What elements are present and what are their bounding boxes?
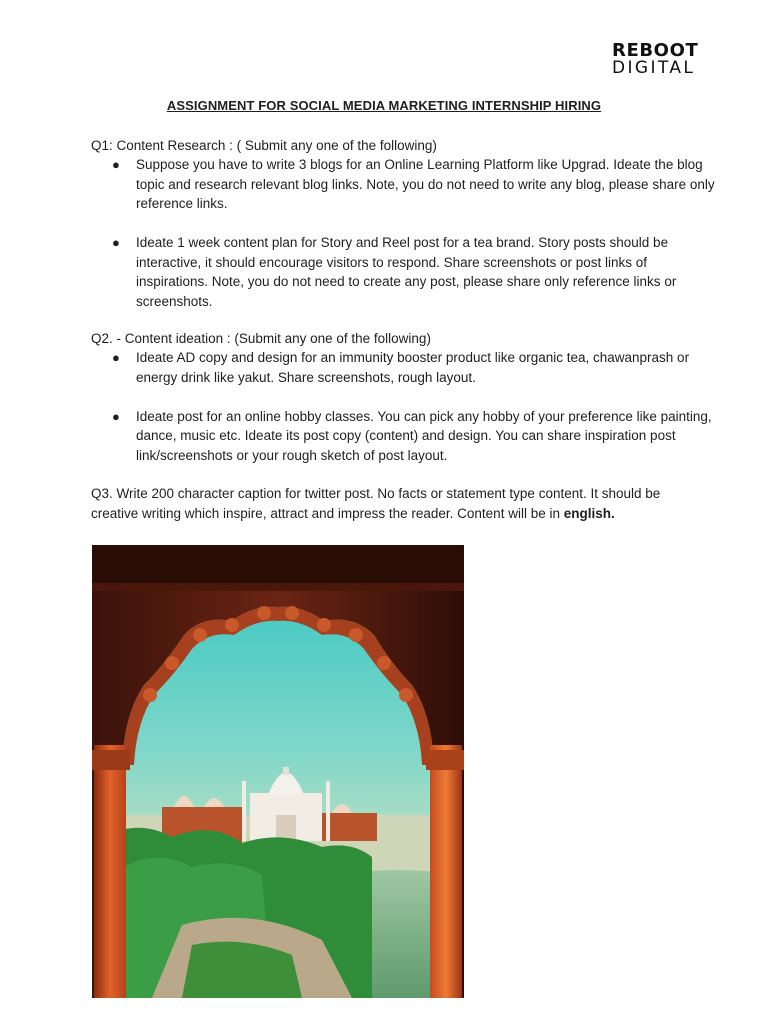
list-item — [112, 407, 722, 466]
document-title: ASSIGNMENT FOR SOCIAL MEDIA MARKETING INTERNSHIP HIRING — [166, 98, 602, 113]
q1-item-1-text: Suppose you have to write 3 blogs for an Online Learning Platform like Upgrad. Ideate the blog topic and research relevant blog links. Note, you do not need to write any blog, please share only reference links. — [136, 157, 715, 211]
q2-item-1-text: Ideate AD copy and design for an immunity booster product like organic tea, chawanprash or energy drink like yakut. Share screenshots, rough layout. — [136, 350, 690, 385]
list-spacer — [112, 387, 722, 407]
company-logo — [612, 42, 720, 77]
list-item — [112, 348, 722, 387]
list-item — [112, 233, 722, 311]
bullet-icon: ● — [112, 235, 120, 250]
bullet-icon: ● — [112, 350, 120, 365]
q2-list — [112, 348, 722, 465]
q2-heading: Q2. - Content ideation : (Submit any one of the following) — [91, 331, 431, 346]
q2-item-2-text: Ideate post for an online hobby classes. You can pick any hobby of your preference like painting, dance, music etc. Ideate its post copy (content) and design. You can share inspiration post link/screenshots or your rough sketch of post layout. — [136, 408, 712, 463]
taj-mahal-arch-photo — [92, 545, 464, 998]
q3-bold-text: english. — [563, 505, 615, 521]
q3-paragraph — [91, 484, 691, 523]
list-item — [112, 155, 722, 214]
q1-heading: Q1: Content Research : ( Submit any one of the following) — [91, 138, 437, 153]
q1-list — [112, 155, 722, 311]
logo-line-1: REBOOT — [612, 40, 699, 61]
list-spacer — [112, 214, 722, 234]
bullet-icon: ● — [112, 157, 120, 172]
q1-item-2-text: Ideate 1 week content plan for Story and Reel post for a tea brand. Story posts should be interactive, it should encourage visitors to respond. Share screenshots or post links of inspirations. Note, you do not need to create any post, please share only reference links or screenshots. — [136, 235, 677, 309]
bullet-icon: ● — [112, 408, 120, 424]
logo-line-2: DIGITAL — [612, 58, 696, 78]
q3-text: Q3. Write 200 character caption for twitter post. No facts or statement type content. It should be creative writing which inspire, attract and impress the reader. Content will be in — [91, 486, 661, 521]
